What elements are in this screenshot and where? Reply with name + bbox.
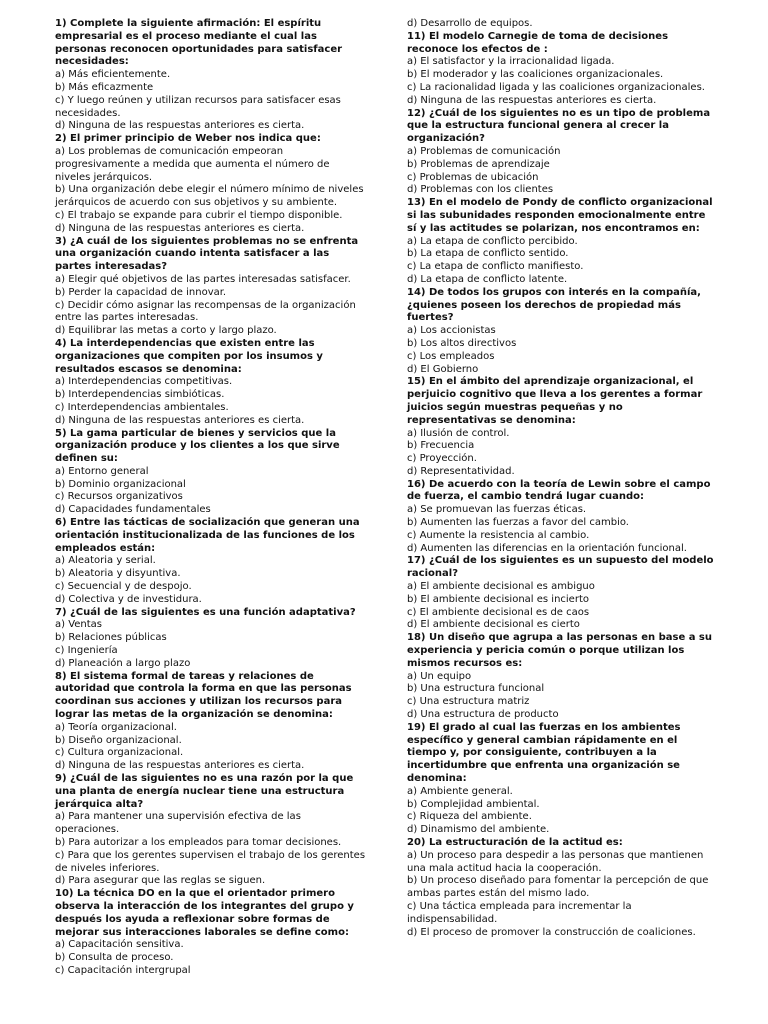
- answer-option: c) Decidir cómo asignar las recompensas de la organización entre las partes interesadas.: [55, 299, 356, 324]
- answer-option: b) Para autorizar a los empleados para tomar decisiones.: [55, 837, 342, 848]
- answer-option: a) Elegir qué objetivos de las partes interesadas satisfacer.: [55, 273, 351, 285]
- question-text: 19) El grado al cual las fuerzas en los ambientes específico y general cambian rápidamente en el tiempo y, por consiguiente, contribuyen a la incertidumbre que enfrenta una organización se denomina:: [407, 721, 681, 785]
- question-block: [55, 338, 367, 428]
- answer-option: b) Interdependencias simbióticas.: [55, 389, 225, 401]
- left-column: [55, 18, 367, 978]
- question-text: 10) La técnica DO en la que el orientador primero observa la interacción de los integrantes del grupo y después los ayuda a reflexionar sobre formas de mejorar sus interacciones laborales se define como:: [55, 888, 354, 938]
- answer-option: a) Problemas de comunicación: [407, 145, 561, 157]
- answer-option: a) Los problemas de comunicación empeoran progresivamente a medida que aumenta el número de niveles jerárquicos.: [55, 145, 330, 183]
- answer-option: a) Capacitación sensitiva.: [55, 939, 184, 951]
- question-block: [55, 671, 367, 773]
- answer-option: a) La etapa de conflicto percibido.: [407, 235, 578, 247]
- question-text: 9) ¿Cuál de las siguientes no es una razón por la que una planta de energía nuclear tiene una estructura jerárquica alta?: [55, 773, 354, 810]
- answer-option: c) Una táctica empleada para incrementar la indispensabilidad.: [407, 900, 632, 925]
- question-block: [55, 888, 367, 978]
- answer-option: c) Aumente la resistencia al cambio.: [407, 529, 590, 541]
- question-text: 15) En el ámbito del aprendizaje organizacional, el perjuicio cognitivo que lleva a los gerentes a formar juicios según muestras pequeñas y no representativas se denomina:: [407, 376, 703, 426]
- answer-option: a) Ambiente general.: [407, 785, 513, 797]
- answer-option: a) Interdependencias competitivas.: [55, 376, 233, 388]
- answer-option: a) El ambiente decisional es ambiguo: [407, 581, 595, 593]
- answer-option: c) Para que los gerentes supervisen el trabajo de los gerentes de niveles inferiores.: [55, 849, 366, 874]
- question-text: 2) El primer principio de Weber nos indica que:: [55, 133, 321, 145]
- question-text: 17) ¿Cuál de los siguientes es un supuesto del modelo racional?: [407, 555, 714, 580]
- answer-option: d) Representatividad.: [407, 465, 515, 477]
- answer-option: d) Ninguna de las respuestas anteriores es cierta.: [55, 760, 305, 772]
- answer-option: a) Entorno general: [55, 465, 149, 477]
- answer-option: b) Relaciones públicas: [55, 632, 167, 644]
- question-block: [407, 632, 715, 722]
- answer-option: c) El trabajo se expande para cubrir el tiempo disponible.: [55, 209, 343, 221]
- answer-option: b) Más eficazmente: [55, 81, 154, 93]
- answer-option: c) Interdependencias ambientales.: [55, 401, 229, 413]
- answer-option: a) El satisfactor y la irracionalidad ligada.: [407, 56, 615, 68]
- answer-option: c) La racionalidad ligada y las coaliciones organizacionales.: [407, 81, 705, 93]
- question-block: [407, 31, 715, 108]
- answer-option: a) Más eficientemente.: [55, 69, 171, 81]
- answer-option: a) Un equipo: [407, 670, 472, 682]
- answer-option: d) Dinamismo del ambiente.: [407, 824, 550, 836]
- answer-option: c) Riqueza del ambiente.: [407, 811, 532, 823]
- question-block: [55, 18, 367, 133]
- answer-option: d) Ninguna de las respuestas anteriores es cierta.: [55, 414, 305, 426]
- answer-option: d) Problemas con los clientes: [407, 184, 554, 196]
- right-column: [407, 18, 715, 939]
- question-block: [407, 722, 715, 837]
- question-text: 11) El modelo Carnegie de toma de decisiones reconoce los efectos de :: [407, 30, 669, 55]
- question-text: 14) De todos los grupos con interés en la compañía, ¿quienes poseen los derechos de propiedad más fuertes?: [407, 286, 701, 324]
- question-block: [407, 837, 715, 939]
- answer-option: b) Dominio organizacional: [55, 478, 186, 490]
- question-block: [407, 287, 715, 377]
- answer-option: b) Diseño organizacional.: [55, 734, 182, 746]
- answer-option: d) Equilibrar las metas a corto y largo plazo.: [55, 325, 277, 337]
- question-text: 5) La gama particular de bienes y servicios que la organización produce y los clientes a los que sirve definen su:: [55, 427, 340, 465]
- question-block: [55, 133, 367, 235]
- question-text: 3) ¿A cuál de los siguientes problemas no se enfrenta una organización cuando intenta satisfacer a las partes interesadas?: [55, 235, 359, 273]
- answer-option: c) La etapa de conflicto manifiesto.: [407, 261, 584, 273]
- answer-option: b) Un proceso diseñado para fomentar la percepción de que ambas partes están del mismo lado.: [407, 875, 709, 900]
- answer-option: a) Para mantener una supervisión efectiva de las operaciones.: [55, 811, 301, 836]
- answer-option: d) Aumenten las diferencias en la orientación funcional.: [407, 542, 687, 554]
- answer-option: b) El moderador y las coaliciones organizacionales.: [407, 69, 664, 81]
- answer-option: b) Una organización debe elegir el número mínimo de niveles jerárquicos de acuerdo con sus objetivos y su ambiente.: [55, 184, 364, 209]
- answer-option: a) Ventas: [55, 619, 103, 631]
- answer-option: b) El ambiente decisional es incierto: [407, 593, 589, 605]
- answer-option: a) Se promuevan las fuerzas éticas.: [407, 504, 587, 516]
- answer-option: d) El Gobierno: [407, 363, 479, 375]
- answer-option: c) Proyección.: [407, 453, 477, 465]
- question-block: [55, 236, 367, 338]
- question-text: 4) La interdependencias que existen entre las organizaciones que compiten por los insumos y resultados escasos se denomina:: [55, 337, 323, 375]
- answer-option: a) Los accionistas: [407, 325, 496, 337]
- answer-option: b) Problemas de aprendizaje: [407, 158, 550, 170]
- question-text: 6) Entre las tácticas de socialización que generan una orientación institucionalizada de las funciones de los empleados están:: [55, 517, 360, 554]
- answer-option: d) Planeación a largo plazo: [55, 657, 191, 669]
- question-block: [55, 517, 367, 607]
- answer-option: a) Ilusión de control.: [407, 427, 510, 439]
- question-text: 12) ¿Cuál de los siguientes no es un tipo de problema que la estructura funcional genera al crecer la organización?: [407, 107, 711, 145]
- answer-option: b) Consulta de proceso.: [55, 952, 174, 964]
- answer-option: b) Una estructura funcional: [407, 683, 545, 695]
- answer-option: c) Y luego reúnen y utilizan recursos para satisfacer esas necesidades.: [55, 94, 341, 119]
- answer-option: b) Complejidad ambiental.: [407, 798, 540, 810]
- question-block: [407, 108, 715, 198]
- answer-option: c) Secuencial y de despojo.: [55, 581, 192, 593]
- answer-option: b) Aleatoria y disyuntiva.: [55, 568, 181, 580]
- question-block: [407, 18, 715, 31]
- answer-option: c) Ingeniería: [55, 645, 118, 657]
- answer-option: d) La etapa de conflicto latente.: [407, 273, 568, 285]
- answer-option: c) Una estructura matriz: [407, 696, 530, 708]
- answer-option: c) El ambiente decisional es de caos: [407, 606, 590, 618]
- answer-option: b) Frecuencia: [407, 440, 475, 452]
- answer-option: d) Para asegurar que las reglas se siguen.: [55, 875, 266, 887]
- answer-option: d) Colectiva y de investidura.: [55, 593, 202, 605]
- answer-option: c) Capacitación intergrupal: [55, 964, 191, 976]
- answer-option: b) Los altos directivos: [407, 337, 517, 349]
- question-text: 16) De acuerdo con la teoría de Lewin sobre el campo de fuerza, el cambio tendrá lugar cuando:: [407, 478, 711, 503]
- answer-option: b) Aumenten las fuerzas a favor del cambio.: [407, 517, 629, 529]
- answer-option: b) Perder la capacidad de innovar.: [55, 286, 227, 298]
- question-text: 13) En el modelo de Pondy de conflicto organizacional si las subunidades responden emocionalmente entre sí y las actitudes se polarizan, nos encontramos en:: [407, 197, 713, 234]
- answer-option: d) Una estructura de producto: [407, 709, 559, 721]
- answer-option: a) Teoría organizacional.: [55, 721, 177, 733]
- question-block: [55, 428, 367, 518]
- answer-option: d) El ambiente decisional es cierto: [407, 619, 580, 631]
- answer-option: d) Ninguna de las respuestas anteriores es cierta.: [55, 222, 305, 234]
- answer-option: d) El proceso de promover la construcción de coaliciones.: [407, 926, 696, 938]
- answer-option: c) Cultura organizacional.: [55, 747, 184, 759]
- answer-option: a) Un proceso para despedir a las personas que mantienen una mala actitud hacia la cooperación.: [407, 849, 704, 874]
- question-text: 18) Un diseño que agrupa a las personas en base a su experiencia y pericia común o porque utilizan los mismos recursos es:: [407, 632, 713, 669]
- answer-option: c) Problemas de ubicación: [407, 171, 539, 183]
- question-block: [407, 197, 715, 287]
- question-block: [55, 607, 367, 671]
- question-text: 1) Complete la siguiente afirmación: El espíritu empresarial es el proceso mediante el cual las personas reconocen oportunidades para satisfacer necesidades:: [55, 18, 343, 68]
- answer-option: d) Ninguna de las respuestas anteriores es cierta.: [55, 120, 305, 132]
- answer-option: d) Desarrollo de equipos.: [407, 18, 533, 29]
- answer-option: d) Capacidades fundamentales: [55, 504, 211, 516]
- question-block: [407, 479, 715, 556]
- answer-option: c) Los empleados: [407, 350, 495, 362]
- answer-option: d) Ninguna de las respuestas anteriores es cierta.: [407, 94, 657, 106]
- question-text: 20) La estructuración de la actitud es:: [407, 837, 623, 848]
- answer-option: b) La etapa de conflicto sentido.: [407, 248, 569, 260]
- answer-option: a) Aleatoria y serial.: [55, 555, 156, 567]
- answer-option: c) Recursos organizativos: [55, 491, 183, 503]
- question-text: 8) El sistema formal de tareas y relaciones de autoridad que controla la forma en que las personas coordinan sus acciones y utilizan los recursos para lograr las metas de la organización se denomina:: [55, 670, 352, 721]
- question-block: [407, 555, 715, 632]
- question-block: [55, 773, 367, 888]
- question-text: 7) ¿Cuál de las siguientes es una función adaptativa?: [55, 606, 356, 618]
- question-block: [407, 376, 715, 478]
